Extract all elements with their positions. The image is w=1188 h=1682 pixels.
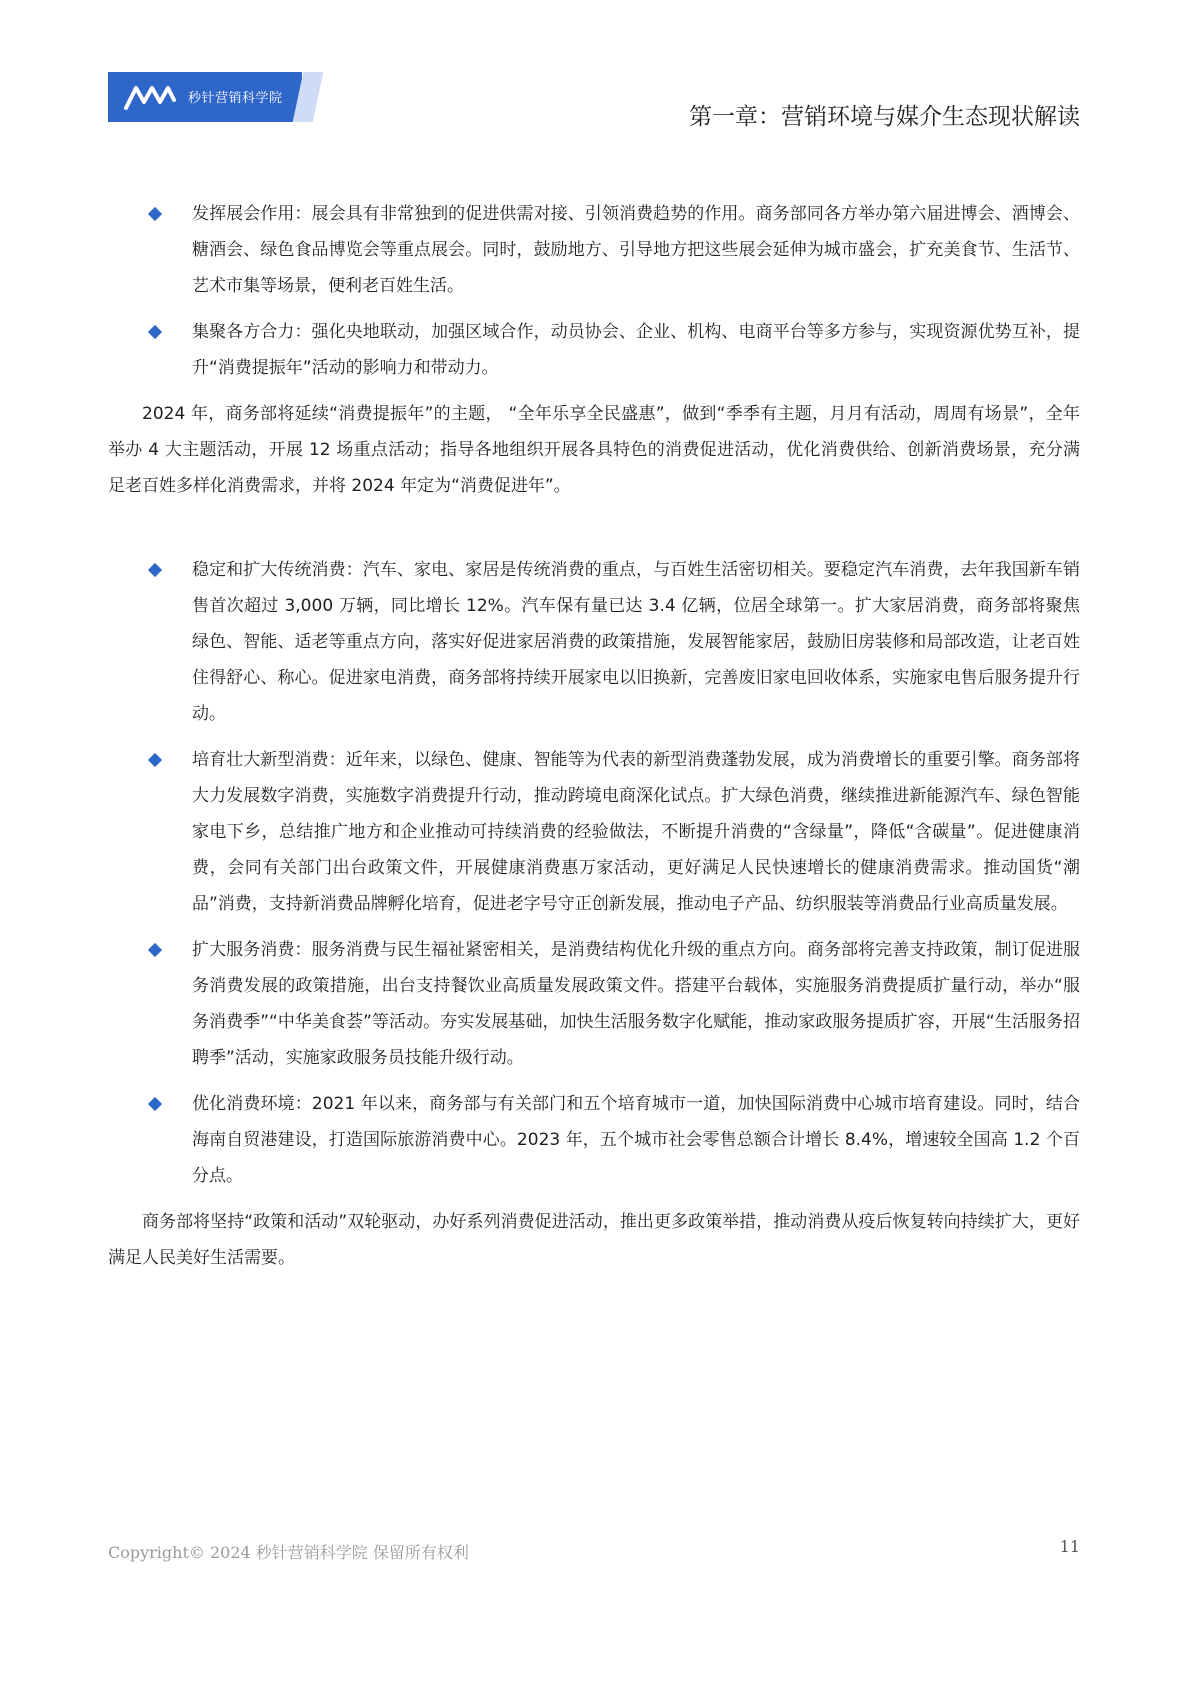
- spacer: [108, 514, 1080, 552]
- bullet-text: 扩大服务消费：服务消费与民生福祉紧密相关，是消费结构优化升级的重点方向。商务部将完善支持政策，制订促进服务消费发展的政策措施，出台支持餐饮业高质量发展政策文件。搭建平台载体，实施服务消费提质扩量行动，举办“服务消费季”“中华美食荟”等活动。夯实发展基础，加快生活服务数字化赋能，推动家政服务提质扩容，开展“生活服务招聘季”活动，实施家政服务员技能升级行动。: [192, 940, 1080, 1068]
- bullet-item: [108, 552, 1080, 732]
- logo-icon: [124, 82, 176, 112]
- bullet-text: 稳定和扩大传统消费：汽车、家电、家居是传统消费的重点，与百姓生活密切相关。要稳定汽车消费，去年我国新车销售首次超过 3,000 万辆，同比增长 12%。汽车保有量已达 3.4 亿辆，位居全球第一。扩大家居消费，商务部将聚焦绿色、智能、适老等重点方向，落实好促进家居消费的政策措施，发展智能家居，鼓励旧房装修和局部改造，让老百姓住得舒心、称心。促进家电消费，商务部将持续开展家电以旧换新，完善废旧家电回收体系，实施家电售后服务提升行动。: [192, 560, 1080, 724]
- bullet-text: 集聚各方合力：强化央地联动，加强区域合作，动员协会、企业、机构、电商平台等多方参与，实现资源优势互补，提升“消费提振年”活动的影响力和带动力。: [192, 322, 1080, 378]
- body-paragraph: 商务部将坚持“政策和活动”双轮驱动，办好系列消费促进活动，推出更多政策举措，推动消费从疫后恢复转向持续扩大，更好满足人民美好生活需要。: [108, 1212, 1080, 1268]
- bullet-item: [108, 932, 1080, 1076]
- bullet-item: [108, 1086, 1080, 1194]
- diamond-bullet-icon: [148, 943, 162, 957]
- body-paragraph: 2024 年，商务部将延续“消费提振年”的主题， “全年乐享全民盛惠”，做到“季季有主题，月月有活动，周周有场景”，全年举办 4 大主题活动，开展 12 场重点活动；指导各地组织开展各具特色的消费促进活动，优化消费供给、创新消费场景，充分满足老百姓多样化消费需求，并将 2024 年定为“消费促进年”。: [108, 404, 1080, 496]
- page-content: [108, 196, 1080, 1286]
- diamond-bullet-icon: [148, 753, 162, 767]
- diamond-bullet-icon: [148, 1097, 162, 1111]
- diamond-bullet-icon: [148, 207, 162, 221]
- logo-banner: [108, 72, 302, 122]
- bullet-text: 培育壮大新型消费：近年来，以绿色、健康、智能等为代表的新型消费蓬勃发展，成为消费增长的重要引擎。商务部将大力发展数字消费，实施数字消费提升行动，推动跨境电商深化试点。扩大绿色消费，继续推进新能源汽车、绿色智能家电下乡，总结推广地方和企业推动可持续消费的经验做法，不断提升消费的“含绿量”，降低“含碳量”。促进健康消费，会同有关部门出台政策文件，开展健康消费惠万家活动，更好满足人民快速增长的健康消费需求。推动国货“潮品”消费，支持新消费品牌孵化培育，促进老字号守正创新发展，推动电子产品、纺织服装等消费品行业高质量发展。: [192, 750, 1080, 914]
- bullet-text: 优化消费环境：2021 年以来，商务部与有关部门和五个培育城市一道，加快国际消费中心城市培育建设。同时，结合海南自贸港建设，打造国际旅游消费中心。2023 年，五个城市社会零售总额合计增长 8.4%，增速较全国高 1.2 个百分点。: [192, 1094, 1080, 1186]
- page-number: 11: [1059, 1537, 1080, 1556]
- bullet-item: [108, 196, 1080, 304]
- footer-copyright: Copyright© 2024 秒针营销科学院 保留所有权利: [108, 1543, 469, 1562]
- diamond-bullet-icon: [148, 325, 162, 339]
- bullet-item: [108, 742, 1080, 922]
- bullet-item: [108, 314, 1080, 386]
- logo-text: 秒针营销科学院: [188, 91, 283, 106]
- bullet-text: 发挥展会作用：展会具有非常独到的促进供需对接、引领消费趋势的作用。商务部同各方举办第六届进博会、酒博会、糖酒会、绿色食品博览会等重点展会。同时，鼓励地方、引导地方把这些展会延伸为城市盛会，扩充美食节、生活节、艺术市集等场景，便利老百姓生活。: [192, 204, 1080, 296]
- chapter-title: 第一章：营销环境与媒介生态现状解读: [689, 104, 1080, 130]
- diamond-bullet-icon: [148, 563, 162, 577]
